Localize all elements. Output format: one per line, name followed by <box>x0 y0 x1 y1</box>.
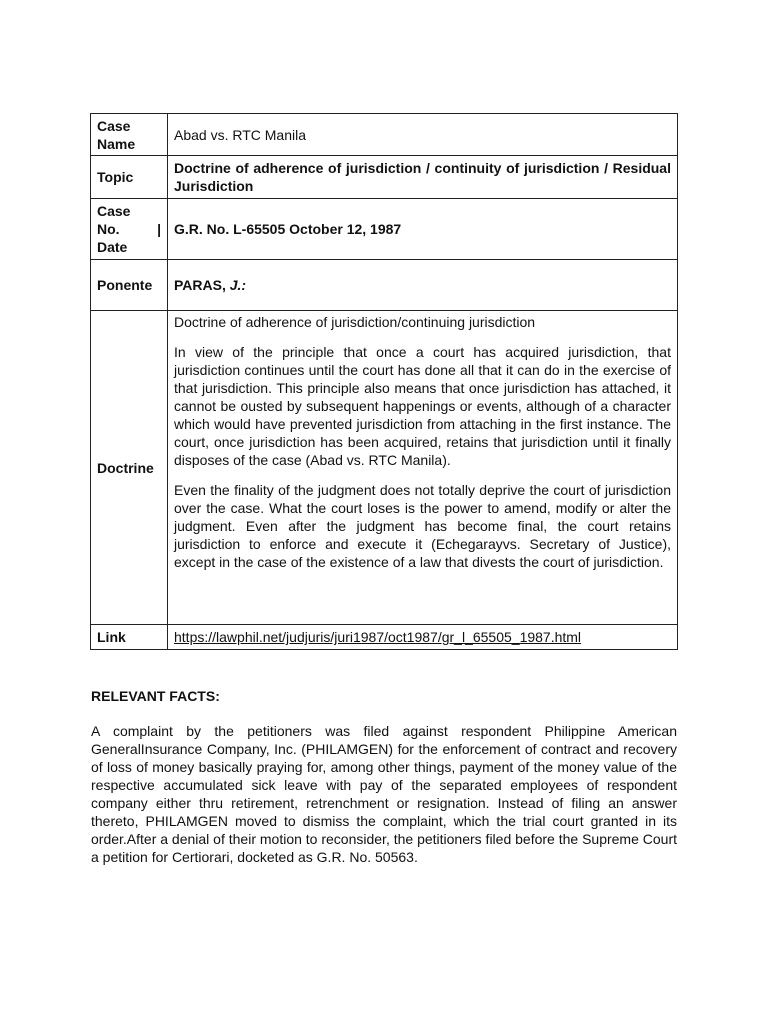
case-no-date-row <box>91 199 678 260</box>
doctrine-paragraph: Doctrine of adherence of jurisdiction/continuing jurisdiction <box>174 314 536 330</box>
topic-row <box>91 156 678 199</box>
case-no-label-no: No. <box>97 221 120 237</box>
doctrine-paragraph: In view of the principle that once a court has acquired jurisdiction, that jurisdiction continues until the court has done all that it can do in the exercise of that jurisdiction. This principle also means that once jurisdiction has attached, it cannot be ousted by subsequent happenings or events, although of a character which would have prevented jurisdiction from attaching in the first instance. The court, once jurisdiction has been acquired, retains that jurisdiction until it finally disposes of the case (Abad vs. RTC Manila). <box>174 344 671 468</box>
case-name-label: Case Name <box>91 114 168 156</box>
doctrine-row <box>91 311 678 625</box>
relevant-facts-body: A complaint by the petitioners was filed against respondent Philippine American GeneralInsurance Company, Inc. (PHILAMGEN) for the enforcement of contract and recovery of loss of money basically praying for, among other things, payment of the money value of the respective accumulated sick leave with pay of the separated employees of respondent company either thru retirement, retrenchment or resignation. Instead of filing an answer thereto, PHILAMGEN moved to dismiss the complaint, which the trial court granted in its order.After a denial of their motion to reconsider, the petitioners filed before the Supreme Court a petition for Certiorari, docketed as G.R. No. 50563. <box>91 723 677 865</box>
relevant-facts-heading: RELEVANT FACTS: <box>91 688 220 704</box>
case-no-label-separator: | <box>157 221 161 237</box>
case-name-value: Abad vs. RTC Manila <box>168 114 678 156</box>
case-no-date-label <box>91 199 168 260</box>
topic-label: Topic <box>91 156 168 199</box>
case-digest-table <box>90 113 678 650</box>
case-no-label-line3: Date <box>97 239 128 255</box>
case-no-date-value: G.R. No. L-65505 October 12, 1987 <box>168 199 678 260</box>
ponente-value <box>168 260 678 311</box>
topic-value: Doctrine of adherence of jurisdiction / continuity of jurisdiction / Residual Jurisdiction <box>168 156 678 199</box>
ponente-name: PARAS, <box>174 277 226 293</box>
doctrine-value <box>168 311 678 625</box>
ponente-suffix: J.: <box>229 277 247 293</box>
case-no-label-line1: Case <box>97 203 131 219</box>
case-no-label-line2 <box>97 220 161 238</box>
link-row <box>91 625 678 650</box>
ponente-label: Ponente <box>91 260 168 311</box>
case-name-row <box>91 114 678 156</box>
link-value <box>168 625 678 650</box>
doctrine-paragraph: Even the finality of the judgment does not totally deprive the court of jurisdiction over the case. What the court loses is the power to amend, modify or alter the judgment. Even after the judgment has become final, the court retains jurisdiction to enforce and execute it (Echegarayvs. Secretary of Justice), except in the case of the existence of a law that divests the court of jurisdiction. <box>174 482 671 570</box>
ponente-row <box>91 260 678 311</box>
doctrine-label: Doctrine <box>91 311 168 625</box>
case-url-link[interactable]: https://lawphil.net/judjuris/juri1987/oct1987/gr_l_65505_1987.html <box>174 629 582 645</box>
link-label: Link <box>91 625 168 650</box>
